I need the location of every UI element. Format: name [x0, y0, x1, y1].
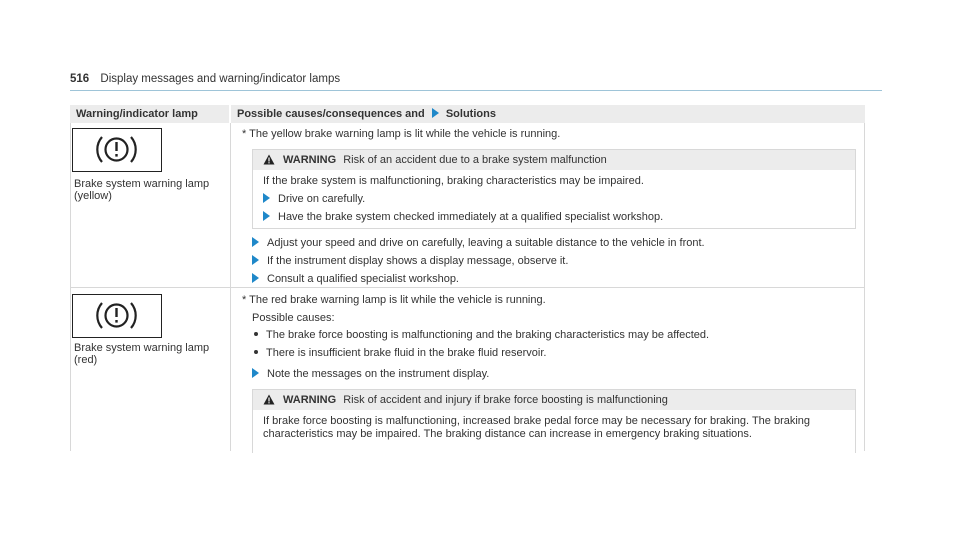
warning-step [263, 193, 365, 206]
warning-box [252, 149, 856, 229]
header-rule [70, 90, 882, 91]
solution-step [252, 237, 705, 250]
warning-header [253, 390, 855, 410]
solution-step-text: Consult a qualified specialist workshop. [267, 273, 459, 285]
solution-step [252, 368, 489, 381]
arrow-right-icon [263, 211, 270, 221]
col-header-causes-label: Possible causes/consequences and [237, 108, 425, 120]
lamp-label-color: (yellow) [74, 190, 112, 202]
solution-step-text: Note the messages on the instrument display. [267, 368, 490, 380]
warning-body-line: If brake force boosting is malfunctioning, increased brake pedal force may be necessary for braking. The braking [263, 415, 811, 427]
arrow-right-icon [432, 108, 439, 118]
warning-body: If the brake system is malfunctioning, braking characteristics may be impaired. [263, 175, 644, 187]
col-header-solutions-label: Solutions [445, 108, 496, 120]
brake-warning-icon [73, 295, 160, 336]
arrow-right-icon [252, 237, 259, 247]
lamp-label [74, 342, 209, 366]
brake-warning-icon-red [72, 294, 162, 338]
possible-causes-label: Possible causes: [252, 312, 335, 324]
col-header-causes [231, 105, 865, 123]
cause-text: * The yellow brake warning lamp is lit while the vehicle is running. [242, 128, 561, 140]
row-divider [70, 287, 865, 288]
brake-warning-icon-yellow [72, 128, 162, 172]
arrow-right-icon [252, 368, 259, 378]
warning-title [283, 394, 668, 406]
col-header-lamp: Warning/indicator lamp [70, 105, 229, 123]
lamp-label-name: Brake system warning lamp [74, 342, 210, 354]
lamp-label-color: (red) [74, 354, 98, 366]
solution-step-text: If the instrument display shows a display message, observe it. [267, 255, 569, 267]
arrow-right-icon [252, 255, 259, 265]
warning-body-line: characteristics may be impaired. The braking distance can increase in emergency braking situations. [263, 428, 752, 440]
bullet-icon [254, 332, 258, 336]
solution-step [252, 273, 459, 286]
warning-label: WARNING [283, 394, 337, 406]
arrow-right-icon [263, 193, 270, 203]
page-header [70, 73, 340, 85]
cause-bullet-text: There is insufficient brake fluid in the brake fluid reservoir. [266, 347, 547, 359]
warning-step-text: Drive on carefully. [278, 193, 366, 205]
lamp-label-name: Brake system warning lamp [74, 178, 210, 190]
cause-bullet-text: The brake force boosting is malfunctioning and the braking characteristics may be affected. [266, 329, 710, 341]
warning-step-text: Have the brake system checked immediately at a qualified specialist workshop. [278, 211, 664, 223]
page-title: Display messages and warning/indicator lamps [100, 73, 341, 85]
warning-step [263, 211, 663, 224]
warning-title [283, 154, 607, 166]
bullet-icon [254, 350, 258, 354]
warning-box [252, 389, 856, 453]
warning-label: WARNING [283, 154, 337, 166]
arrow-right-icon [252, 273, 259, 283]
warning-title-text: Risk of an accident due to a brake system malfunction [343, 154, 607, 166]
cause-bullet [254, 329, 709, 342]
warning-triangle-icon [263, 394, 275, 405]
cause-text: * The red brake warning lamp is lit while the vehicle is running. [242, 294, 546, 306]
warning-header [253, 150, 855, 170]
cause-bullet [254, 347, 546, 360]
brake-warning-icon [73, 129, 160, 170]
solution-step-text: Adjust your speed and drive on carefully, leaving a suitable distance to the vehicle in front. [267, 237, 705, 249]
warning-triangle-icon [263, 154, 275, 165]
warning-title-text: Risk of accident and injury if brake force boosting is malfunctioning [343, 394, 668, 406]
page-number: 516 [70, 73, 90, 85]
lamp-label [74, 178, 209, 202]
solution-step [252, 255, 568, 268]
